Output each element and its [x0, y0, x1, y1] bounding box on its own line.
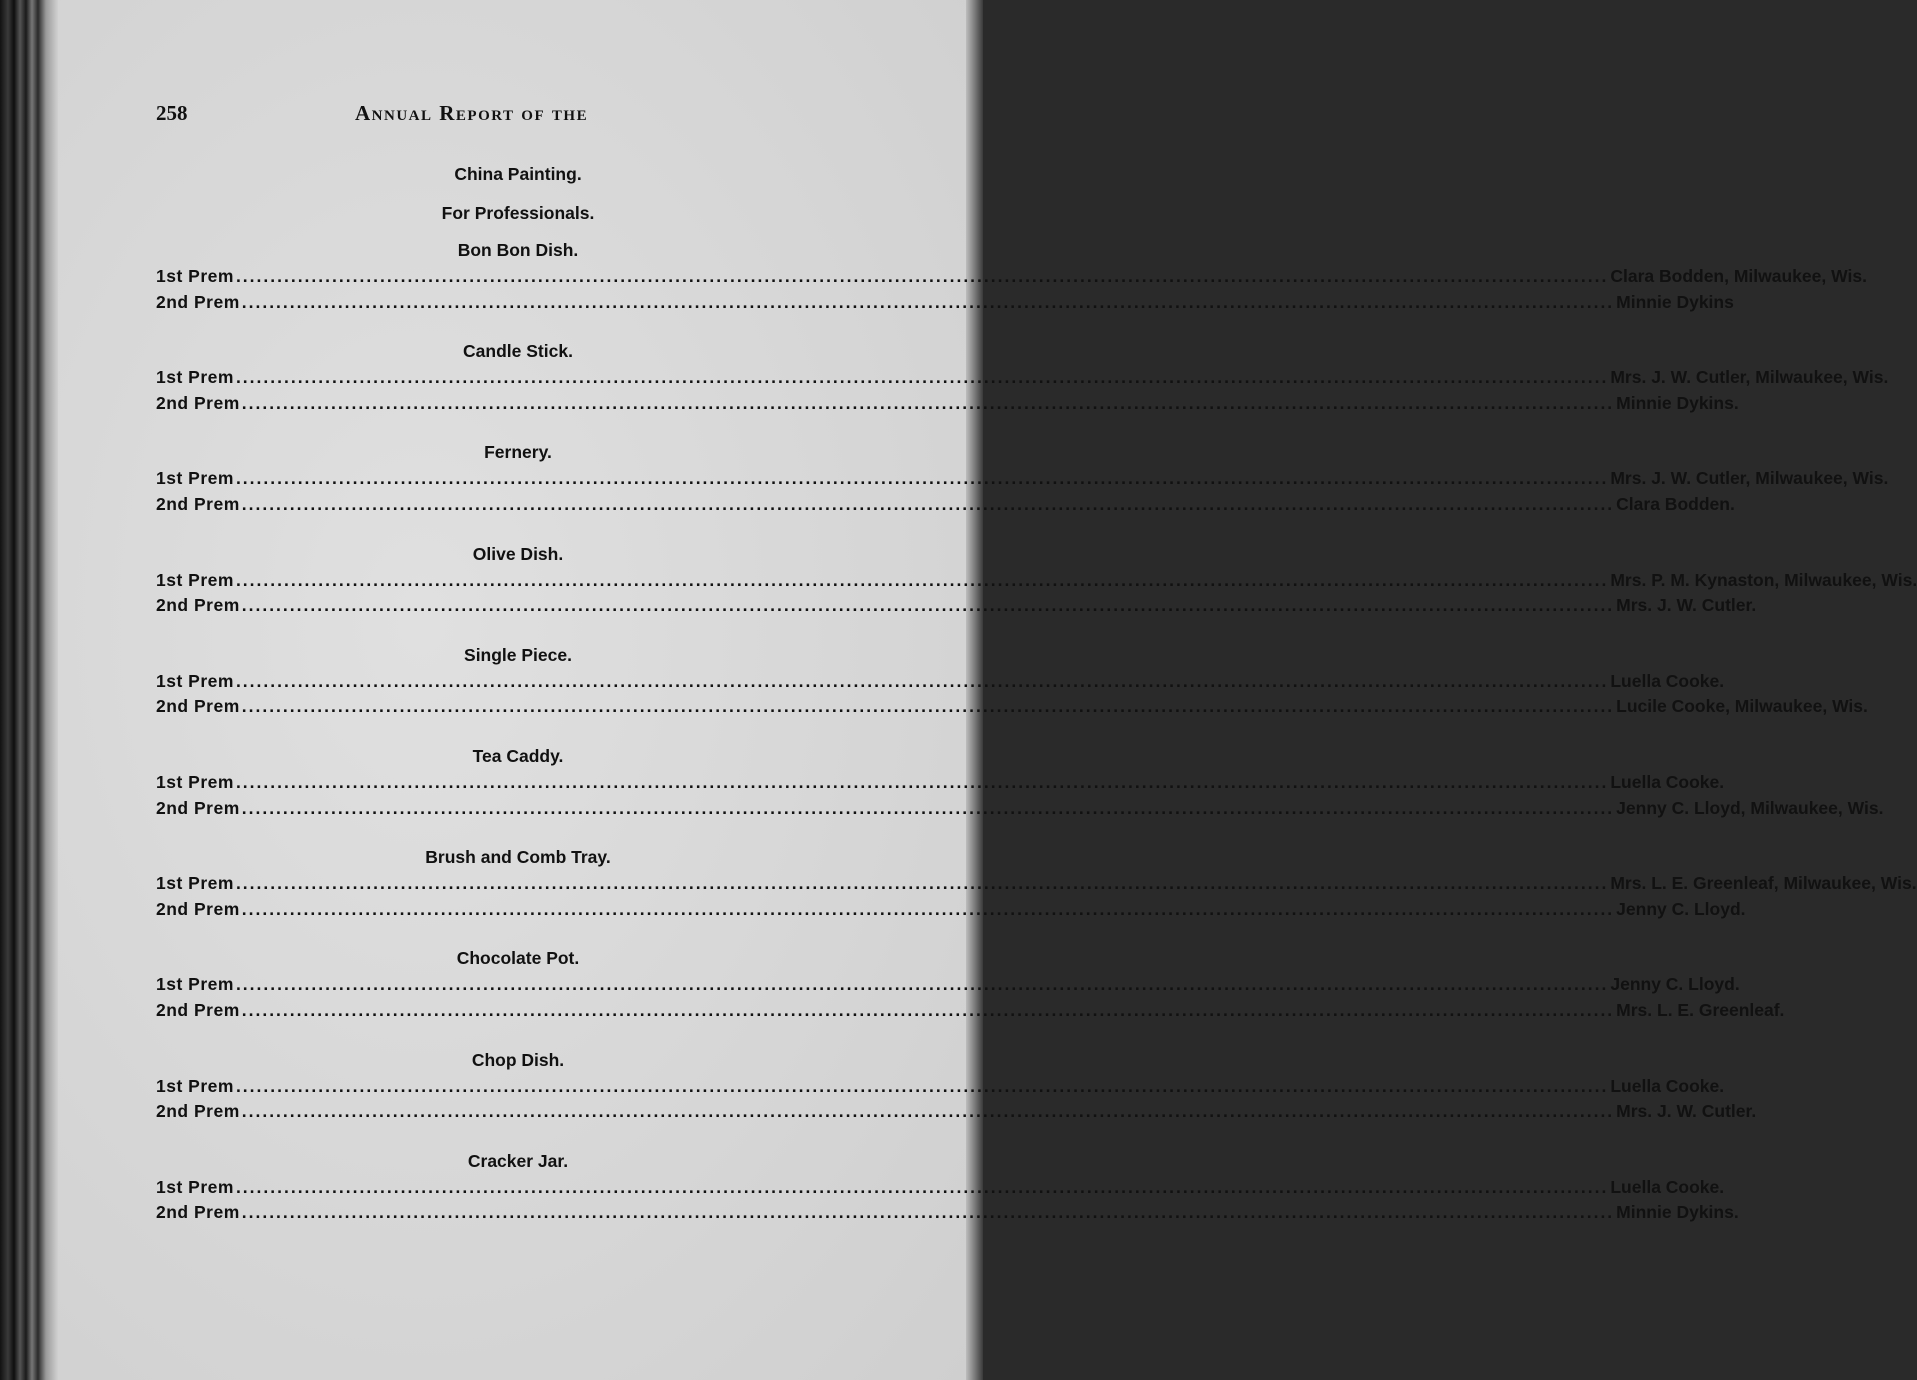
winner-name: Mrs. L. E. Greenleaf, Milwaukee, Wis. — [1610, 873, 1917, 894]
premium-section — [156, 945, 1785, 1023]
premium-section — [156, 1047, 1757, 1125]
winner-name: Mrs. L. E. Greenleaf. — [1616, 999, 1785, 1020]
section-heading: Chocolate Pot. — [456, 948, 580, 969]
winner-name: Clara Bodden. — [1616, 493, 1735, 514]
premium-label: 2nd Prem — [156, 493, 240, 514]
section-heading: Tea Caddy. — [472, 745, 564, 766]
premium-label: 1st Prem — [156, 266, 234, 286]
section-heading: Brush and Comb Tray. — [425, 847, 611, 868]
winner-name: Mrs. J. W. Cutler. — [1616, 1101, 1757, 1122]
section-heading: Olive Dish. — [472, 543, 564, 564]
premium-label: 1st Prem — [156, 1176, 234, 1197]
book-binding-edge — [0, 0, 60, 1380]
premium-section — [156, 439, 1889, 517]
page-title: China Painting. — [454, 164, 582, 184]
premium-label: 2nd Prem — [156, 595, 240, 616]
premium-entry — [156, 1175, 1725, 1201]
premium-label: 1st Prem — [156, 771, 234, 792]
leader-dots: ........................................................................................................................................................................................................ — [235, 873, 1609, 894]
premium-sections — [156, 237, 1917, 1226]
premium-entry — [156, 466, 1889, 492]
leader-dots: ........................................................................................................................................................................................................ — [235, 468, 1609, 489]
winner-name: Minnie Dykins. — [1616, 1202, 1739, 1223]
winner-name: Luella Cooke. — [1610, 1176, 1725, 1197]
winner-name: Jenny C. Lloyd. — [1616, 898, 1746, 919]
winner-name: Luella Cooke. — [1610, 1075, 1725, 1096]
premium-entry — [156, 1074, 1725, 1100]
leader-dots: ........................................................................................................................................................................................................ — [235, 569, 1609, 590]
premium-label: 2nd Prem — [156, 797, 240, 818]
leader-dots: ........................................................................................................................................................................................................ — [241, 392, 1615, 413]
leader-dots: ........................................................................................................................................................................................................ — [235, 974, 1609, 995]
leader-dots: ........................................................................................................................................................................................................ — [241, 898, 1615, 919]
page-subtitle: For Professionals. — [441, 203, 595, 223]
premium-entry — [156, 897, 1746, 923]
premium-section — [156, 1148, 1739, 1226]
leader-dots: ........................................................................................................................................................................................................ — [241, 1202, 1615, 1223]
winner-name: Minnie Dykins — [1616, 291, 1734, 312]
premium-entry — [156, 492, 1735, 518]
leader-dots: ........................................................................................................................................................................................................ — [235, 266, 1609, 286]
premium-label: 1st Prem — [156, 569, 234, 590]
leader-dots: ........................................................................................................................................................................................................ — [241, 291, 1615, 312]
premium-label: 2nd Prem — [156, 696, 240, 717]
premium-section — [156, 844, 1917, 922]
winner-name: Luella Cooke. — [1610, 670, 1725, 691]
winner-name: Mrs. J. W. Cutler, Milwaukee, Wis. — [1610, 367, 1889, 388]
premium-entry — [156, 1200, 1739, 1226]
page-content — [156, 160, 1917, 1249]
premium-entry — [156, 694, 1868, 720]
leader-dots: ........................................................................................................................................................................................................ — [235, 670, 1609, 691]
section-heading: Single Piece. — [464, 644, 572, 665]
premium-entry — [156, 264, 1867, 290]
running-head: Annual Report of the — [355, 101, 589, 125]
premium-label: 2nd Prem — [156, 392, 240, 413]
premium-label: 1st Prem — [156, 367, 234, 388]
premium-entry — [156, 770, 1725, 796]
page-number: 258 — [156, 101, 188, 125]
premium-entry — [156, 1099, 1757, 1125]
section-heading: Bon Bon Dish. — [457, 240, 579, 260]
premium-section — [156, 237, 1867, 315]
premium-label: 1st Prem — [156, 873, 234, 894]
premium-section — [156, 743, 1884, 821]
section-heading: Cracker Jar. — [467, 1150, 569, 1171]
premium-label: 2nd Prem — [156, 291, 240, 312]
premium-section — [156, 642, 1868, 720]
leader-dots: ........................................................................................................................................................................................................ — [235, 367, 1609, 388]
premium-label: 2nd Prem — [156, 1101, 240, 1122]
premium-label: 2nd Prem — [156, 999, 240, 1020]
premium-entry — [156, 669, 1725, 695]
winner-name: Mrs. J. W. Cutler, Milwaukee, Wis. — [1610, 468, 1889, 489]
premium-entry — [156, 365, 1889, 391]
winner-name: Lucile Cooke, Milwaukee, Wis. — [1616, 696, 1868, 717]
premium-label: 1st Prem — [156, 468, 234, 489]
premium-entry — [156, 568, 1917, 594]
premium-label: 2nd Prem — [156, 1202, 240, 1223]
premium-label: 1st Prem — [156, 670, 234, 691]
winner-name: Jenny C. Lloyd. — [1610, 974, 1740, 995]
section-heading: Fernery. — [484, 442, 552, 463]
premium-label: 1st Prem — [156, 974, 234, 995]
leader-dots: ........................................................................................................................................................................................................ — [241, 595, 1615, 616]
leader-dots: ........................................................................................................................................................................................................ — [235, 1075, 1609, 1096]
premium-entry — [156, 871, 1917, 897]
premium-entry — [156, 290, 1734, 316]
leader-dots: ........................................................................................................................................................................................................ — [235, 771, 1609, 792]
winner-name: Mrs. P. M. Kynaston, Milwaukee, Wis. — [1610, 569, 1917, 590]
leader-dots: ........................................................................................................................................................................................................ — [241, 1101, 1615, 1122]
leader-dots: ........................................................................................................................................................................................................ — [241, 493, 1615, 514]
section-heading: Chop Dish. — [471, 1049, 565, 1070]
premium-section — [156, 541, 1917, 619]
leader-dots: ........................................................................................................................................................................................................ — [241, 696, 1615, 717]
section-heading: Candle Stick. — [463, 341, 573, 362]
leader-dots: ........................................................................................................................................................................................................ — [241, 797, 1615, 818]
premium-section — [156, 338, 1889, 416]
winner-name: Luella Cooke. — [1610, 771, 1725, 792]
premium-entry — [156, 391, 1739, 417]
premium-entry — [156, 593, 1757, 619]
premium-entry — [156, 972, 1740, 998]
winner-name: Jenny C. Lloyd, Milwaukee, Wis. — [1616, 797, 1884, 818]
winner-name: Clara Bodden, Milwaukee, Wis. — [1610, 266, 1867, 286]
premium-label: 1st Prem — [156, 1075, 234, 1096]
leader-dots: ........................................................................................................................................................................................................ — [235, 1176, 1609, 1197]
winner-name: Mrs. J. W. Cutler. — [1616, 595, 1757, 616]
winner-name: Minnie Dykins. — [1616, 392, 1739, 413]
premium-label: 2nd Prem — [156, 898, 240, 919]
premium-entry — [156, 796, 1884, 822]
leader-dots: ........................................................................................................................................................................................................ — [241, 999, 1615, 1020]
premium-entry — [156, 998, 1785, 1024]
